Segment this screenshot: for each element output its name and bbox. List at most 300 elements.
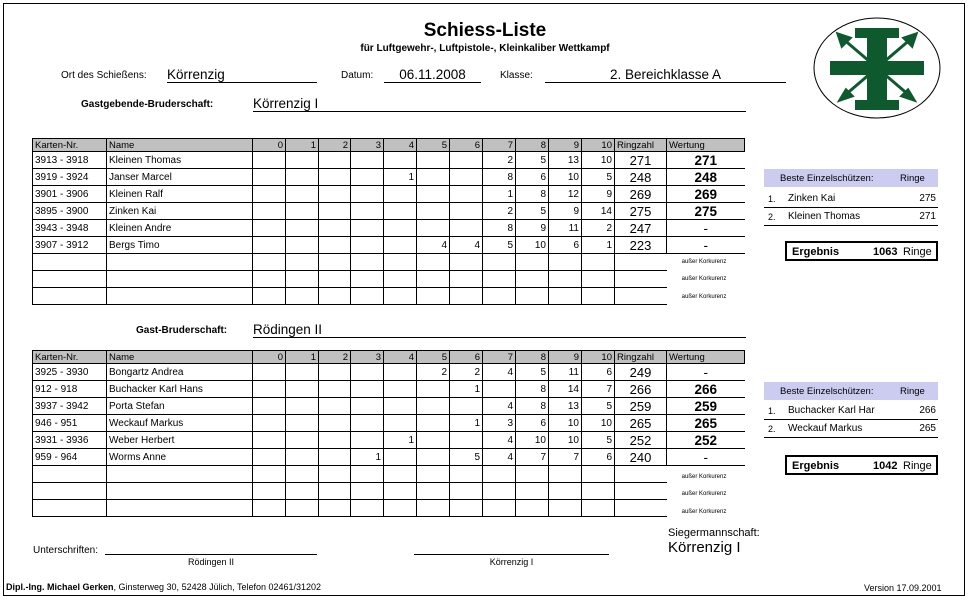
score-cell[interactable] (384, 381, 417, 398)
col-header-score: 3 (351, 351, 384, 364)
score-cell[interactable] (450, 220, 483, 237)
team1-ergebnis-value: 1063 (873, 246, 898, 258)
score-cell[interactable]: 4 (417, 237, 450, 254)
score-cell[interactable]: 5 (516, 152, 549, 169)
empty-cell[interactable] (549, 271, 582, 288)
score-cell[interactable] (417, 203, 450, 220)
karten-cell[interactable]: 912 - 918 (33, 381, 107, 398)
empty-cell[interactable] (516, 483, 549, 500)
score-cell[interactable] (351, 203, 384, 220)
score-cell[interactable] (384, 220, 417, 237)
team2-name-field[interactable]: Rödingen II (253, 322, 746, 338)
empty-cell[interactable] (549, 500, 582, 517)
score-cell[interactable]: 10 (549, 432, 582, 449)
empty-cell[interactable] (286, 271, 319, 288)
score-cell[interactable]: 9 (516, 220, 549, 237)
score-cell[interactable] (450, 432, 483, 449)
score-cell[interactable] (319, 203, 351, 220)
empty-cell[interactable] (549, 254, 582, 271)
signature-line-1[interactable] (105, 554, 317, 555)
score-cell[interactable] (417, 381, 450, 398)
score-cell[interactable] (384, 415, 417, 432)
best-label: Beste Einzelschützen: (780, 386, 874, 397)
score-cell[interactable] (384, 152, 417, 169)
empty-cell[interactable] (33, 500, 107, 517)
ringzahl-cell: 271 (615, 152, 667, 169)
footer-address: , Ginsterweg 30, 52428 Jülich, Telefon 02461/31202 (113, 582, 322, 592)
score-cell[interactable] (351, 432, 384, 449)
empty-cell[interactable] (417, 500, 450, 517)
score-cell[interactable] (319, 364, 351, 381)
team2-ergebnis-box (785, 455, 938, 475)
score-cell[interactable] (286, 186, 319, 203)
empty-cell[interactable] (483, 254, 516, 271)
empty-cell[interactable] (483, 466, 516, 483)
score-cell[interactable]: 2 (582, 220, 615, 237)
empty-cell[interactable] (33, 483, 107, 500)
score-cell[interactable]: 10 (582, 152, 615, 169)
score-cell[interactable]: 10 (549, 415, 582, 432)
score-cell[interactable]: 14 (549, 381, 582, 398)
score-cell[interactable]: 6 (549, 237, 582, 254)
score-cell[interactable]: 2 (417, 364, 450, 381)
score-cell[interactable]: 4 (483, 449, 516, 466)
best-name: Zinken Kai (788, 193, 836, 204)
name-cell[interactable]: Buchacker Karl Hans (107, 381, 253, 398)
empty-cell[interactable] (319, 500, 351, 517)
empty-cell[interactable] (450, 271, 483, 288)
score-cell[interactable] (319, 432, 351, 449)
score-cell[interactable] (483, 381, 516, 398)
empty-cell[interactable] (450, 500, 483, 517)
name-cell[interactable]: Porta Stefan (107, 398, 253, 415)
score-cell[interactable] (286, 415, 319, 432)
wertung-cell: 265 (667, 415, 745, 432)
empty-cell[interactable] (417, 483, 450, 500)
score-cell[interactable]: 8 (516, 398, 549, 415)
team1-best-row (764, 191, 938, 208)
score-cell[interactable] (351, 152, 384, 169)
empty-cell[interactable] (351, 254, 384, 271)
score-cell[interactable]: 13 (549, 152, 582, 169)
empty-cell[interactable] (417, 271, 450, 288)
score-cell[interactable] (450, 152, 483, 169)
empty-cell[interactable] (384, 288, 417, 305)
team1-ergebnis-box (785, 241, 938, 261)
empty-cell[interactable] (516, 466, 549, 483)
empty-row (33, 483, 745, 500)
empty-cell[interactable] (450, 466, 483, 483)
karten-cell[interactable]: 3931 - 3936 (33, 432, 107, 449)
score-cell[interactable]: 10 (582, 415, 615, 432)
col-header-score: 6 (450, 139, 483, 152)
score-cell[interactable] (253, 449, 286, 466)
score-cell[interactable] (450, 203, 483, 220)
empty-cell (615, 271, 667, 288)
score-cell[interactable] (417, 186, 450, 203)
name-cell[interactable]: Janser Marcel (107, 169, 253, 186)
empty-cell[interactable] (286, 483, 319, 500)
score-cell[interactable] (319, 220, 351, 237)
empty-cell[interactable] (582, 271, 615, 288)
empty-cell[interactable] (107, 466, 253, 483)
klasse-field[interactable]: 2. Bereichklasse A (545, 67, 786, 83)
score-cell[interactable] (450, 186, 483, 203)
empty-cell[interactable] (253, 271, 286, 288)
score-cell[interactable] (450, 169, 483, 186)
karten-cell[interactable]: 959 - 964 (33, 449, 107, 466)
team1-score-table (32, 138, 745, 305)
score-cell[interactable] (351, 415, 384, 432)
score-cell[interactable]: 5 (582, 398, 615, 415)
name-cell[interactable]: Kleinen Ralf (107, 186, 253, 203)
page-subtitle: für Luftgewehr-, Luftpistole-, Kleinkaliber Wettkampf (360, 43, 610, 54)
name-cell[interactable]: Kleinen Thomas (107, 152, 253, 169)
score-cell[interactable] (253, 169, 286, 186)
ergebnis-label: Ergebnis (792, 460, 840, 472)
score-cell[interactable]: 7 (582, 381, 615, 398)
empty-cell (615, 254, 667, 271)
table-header (33, 351, 745, 364)
score-cell[interactable]: 10 (549, 169, 582, 186)
score-cell[interactable]: 1 (582, 237, 615, 254)
karten-cell[interactable]: 3913 - 3918 (33, 152, 107, 169)
empty-cell (615, 288, 667, 305)
score-cell[interactable] (417, 449, 450, 466)
score-cell[interactable] (384, 449, 417, 466)
empty-cell[interactable] (450, 288, 483, 305)
score-cell[interactable]: 4 (483, 432, 516, 449)
score-cell[interactable]: 6 (516, 169, 549, 186)
ort-field[interactable]: Körrenzig (167, 67, 317, 83)
empty-cell[interactable] (253, 288, 286, 305)
score-cell[interactable] (417, 432, 450, 449)
empty-cell[interactable] (351, 271, 384, 288)
score-cell[interactable]: 5 (483, 237, 516, 254)
score-cell[interactable]: 4 (483, 364, 516, 381)
karten-cell[interactable]: 946 - 951 (33, 415, 107, 432)
signature-caption-2: Körrenzig I (489, 557, 534, 567)
karten-cell[interactable]: 3901 - 3906 (33, 186, 107, 203)
empty-cell[interactable] (253, 466, 286, 483)
empty-cell[interactable] (351, 466, 384, 483)
score-cell[interactable] (319, 398, 351, 415)
wertung-cell: 248 (667, 169, 745, 186)
score-cell[interactable] (319, 381, 351, 398)
empty-cell[interactable] (384, 500, 417, 517)
score-cell[interactable]: 5 (582, 169, 615, 186)
score-cell[interactable] (319, 449, 351, 466)
empty-cell[interactable] (450, 254, 483, 271)
empty-cell[interactable] (107, 483, 253, 500)
wertung-cell: 275 (667, 203, 745, 220)
best-rank: 2. (768, 424, 776, 434)
score-cell[interactable]: 14 (582, 203, 615, 220)
datum-label: Datum: (341, 70, 374, 81)
score-cell[interactable]: 1 (450, 415, 483, 432)
name-cell[interactable]: Weckauf Markus (107, 415, 253, 432)
empty-cell[interactable] (582, 483, 615, 500)
empty-cell[interactable] (516, 254, 549, 271)
empty-cell[interactable] (417, 466, 450, 483)
empty-cell[interactable] (417, 288, 450, 305)
empty-cell[interactable] (582, 288, 615, 305)
empty-row (33, 466, 745, 483)
score-cell[interactable]: 3 (483, 415, 516, 432)
table-row (33, 220, 745, 237)
score-cell[interactable] (253, 398, 286, 415)
col-header-karten: Karten-Nr. (33, 351, 107, 364)
score-cell[interactable] (351, 364, 384, 381)
score-cell[interactable] (351, 398, 384, 415)
score-cell[interactable] (417, 398, 450, 415)
karten-cell[interactable]: 3895 - 3900 (33, 203, 107, 220)
score-cell[interactable]: 9 (549, 203, 582, 220)
empty-row (33, 500, 745, 517)
score-cell[interactable] (319, 169, 351, 186)
score-cell[interactable]: 8 (516, 381, 549, 398)
score-cell[interactable]: 7 (549, 449, 582, 466)
score-cell[interactable]: 1 (483, 186, 516, 203)
empty-cell[interactable] (107, 500, 253, 517)
name-cell[interactable]: Weber Herbert (107, 432, 253, 449)
table-row (33, 415, 745, 432)
empty-cell[interactable] (351, 483, 384, 500)
empty-cell[interactable] (384, 271, 417, 288)
score-cell[interactable]: 6 (582, 449, 615, 466)
wertung-cell: 259 (667, 398, 745, 415)
empty-cell[interactable] (33, 254, 107, 271)
name-cell[interactable]: Bongartz Andrea (107, 364, 253, 381)
signature-line-2[interactable] (414, 554, 609, 555)
col-header-name: Name (107, 139, 253, 152)
score-cell[interactable]: 1 (450, 381, 483, 398)
empty-cell[interactable] (516, 288, 549, 305)
score-cell[interactable]: 4 (483, 398, 516, 415)
empty-cell[interactable] (549, 483, 582, 500)
empty-cell[interactable] (253, 254, 286, 271)
empty-cell[interactable] (319, 271, 351, 288)
karten-cell[interactable]: 3943 - 3948 (33, 220, 107, 237)
empty-cell[interactable] (516, 271, 549, 288)
col-header-ringzahl: Ringzahl (615, 351, 667, 364)
empty-cell[interactable] (107, 254, 253, 271)
score-cell[interactable]: 8 (483, 169, 516, 186)
col-header-wertung: Wertung (667, 351, 745, 364)
ausser-konkurrenz-note: außer Korkurenz (681, 276, 727, 282)
score-cell[interactable] (253, 152, 286, 169)
score-cell[interactable] (286, 432, 319, 449)
score-cell[interactable] (417, 152, 450, 169)
empty-row (33, 254, 745, 271)
team2-score-table (32, 350, 745, 517)
empty-cell[interactable] (33, 288, 107, 305)
score-cell[interactable] (286, 381, 319, 398)
score-cell[interactable] (417, 169, 450, 186)
version-label: Version 17.09.2001 (864, 583, 942, 593)
empty-cell[interactable] (516, 500, 549, 517)
score-cell[interactable] (384, 186, 417, 203)
score-cell[interactable] (319, 237, 351, 254)
empty-row (33, 288, 745, 305)
score-cell[interactable] (351, 186, 384, 203)
score-cell[interactable] (417, 220, 450, 237)
score-cell[interactable] (384, 364, 417, 381)
empty-cell[interactable] (351, 288, 384, 305)
score-cell[interactable] (286, 203, 319, 220)
score-cell[interactable] (351, 220, 384, 237)
score-cell[interactable]: 9 (582, 186, 615, 203)
empty-cell[interactable] (549, 288, 582, 305)
score-cell[interactable] (253, 203, 286, 220)
score-cell[interactable]: 8 (483, 220, 516, 237)
empty-cell[interactable] (417, 254, 450, 271)
best-ringe: 275 (919, 193, 936, 204)
score-cell[interactable]: 5 (516, 203, 549, 220)
ringzahl-cell: 248 (615, 169, 667, 186)
empty-cell[interactable] (286, 500, 319, 517)
best-rank: 1. (768, 194, 776, 204)
name-cell[interactable]: Kleinen Andre (107, 220, 253, 237)
score-cell[interactable]: 11 (549, 220, 582, 237)
col-header-score: 1 (286, 351, 319, 364)
name-cell[interactable]: Bergs Timo (107, 237, 253, 254)
empty-cell[interactable] (286, 254, 319, 271)
best-ringe: 265 (919, 423, 936, 434)
score-cell[interactable]: 2 (483, 203, 516, 220)
col-header-score: 10 (582, 139, 615, 152)
table-row (33, 398, 745, 415)
score-cell[interactable] (319, 152, 351, 169)
empty-cell[interactable] (351, 500, 384, 517)
score-cell[interactable] (253, 415, 286, 432)
score-cell[interactable]: 2 (450, 364, 483, 381)
empty-cell (615, 500, 667, 517)
empty-cell[interactable] (253, 483, 286, 500)
table-header (33, 139, 745, 152)
empty-cell[interactable] (483, 500, 516, 517)
team1-name-field[interactable]: Körrenzig I (253, 96, 746, 112)
ringzahl-cell: 275 (615, 203, 667, 220)
empty-cell[interactable] (286, 288, 319, 305)
empty-cell[interactable] (483, 483, 516, 500)
empty-cell[interactable] (582, 254, 615, 271)
page-title: Schiess-Liste (423, 20, 547, 41)
score-cell[interactable]: 5 (582, 432, 615, 449)
table-row (33, 449, 745, 466)
score-cell[interactable] (417, 415, 450, 432)
score-cell[interactable] (253, 364, 286, 381)
empty-cell[interactable] (384, 483, 417, 500)
empty-cell[interactable] (450, 483, 483, 500)
karten-cell[interactable]: 3919 - 3924 (33, 169, 107, 186)
score-cell[interactable] (351, 381, 384, 398)
col-header-score: 0 (253, 139, 286, 152)
score-cell[interactable]: 1 (351, 449, 384, 466)
empty-cell[interactable] (107, 288, 253, 305)
score-cell[interactable] (384, 203, 417, 220)
col-header-score: 4 (384, 139, 417, 152)
score-cell[interactable] (351, 237, 384, 254)
empty-cell[interactable] (582, 500, 615, 517)
score-cell[interactable]: 1 (384, 432, 417, 449)
empty-cell[interactable] (483, 271, 516, 288)
score-cell[interactable] (286, 152, 319, 169)
score-cell[interactable] (319, 415, 351, 432)
score-cell[interactable] (286, 449, 319, 466)
score-cell[interactable] (319, 186, 351, 203)
datum-field[interactable]: 06.11.2008 (384, 67, 481, 83)
karten-cell[interactable]: 3925 - 3930 (33, 364, 107, 381)
empty-cell[interactable] (319, 483, 351, 500)
score-cell[interactable]: 5 (450, 449, 483, 466)
score-cell[interactable] (253, 220, 286, 237)
score-cell[interactable] (253, 237, 286, 254)
score-cell[interactable]: 5 (516, 364, 549, 381)
col-header-karten: Karten-Nr. (33, 139, 107, 152)
score-cell[interactable]: 8 (516, 186, 549, 203)
score-cell[interactable] (286, 220, 319, 237)
best-name: Kleinen Thomas (788, 211, 861, 222)
col-header-score: 4 (384, 351, 417, 364)
empty-cell[interactable] (33, 271, 107, 288)
name-cell[interactable]: Zinken Kai (107, 203, 253, 220)
score-cell[interactable] (253, 381, 286, 398)
empty-cell[interactable] (582, 466, 615, 483)
score-cell[interactable] (450, 398, 483, 415)
empty-cell[interactable] (483, 288, 516, 305)
score-cell[interactable]: 4 (450, 237, 483, 254)
empty-cell[interactable] (286, 466, 319, 483)
score-cell[interactable]: 6 (516, 415, 549, 432)
score-cell[interactable] (286, 364, 319, 381)
name-cell[interactable]: Worms Anne (107, 449, 253, 466)
score-cell[interactable]: 2 (483, 152, 516, 169)
empty-cell[interactable] (319, 254, 351, 271)
empty-cell[interactable] (107, 271, 253, 288)
score-cell[interactable] (384, 237, 417, 254)
score-cell[interactable]: 10 (516, 237, 549, 254)
score-cell[interactable]: 10 (516, 432, 549, 449)
empty-cell (615, 483, 667, 500)
empty-cell[interactable] (319, 466, 351, 483)
karten-cell[interactable]: 3907 - 3912 (33, 237, 107, 254)
wertung-cell: 252 (667, 432, 745, 449)
score-cell[interactable] (286, 398, 319, 415)
score-cell[interactable]: 7 (516, 449, 549, 466)
score-cell[interactable]: 13 (549, 398, 582, 415)
score-cell[interactable] (253, 186, 286, 203)
score-cell[interactable]: 6 (582, 364, 615, 381)
score-cell[interactable] (286, 237, 319, 254)
empty-cell[interactable] (384, 466, 417, 483)
score-cell[interactable]: 11 (549, 364, 582, 381)
score-cell[interactable] (351, 169, 384, 186)
ausser-konkurrenz-note: außer Korkurenz (681, 294, 727, 300)
empty-cell[interactable] (549, 466, 582, 483)
score-cell[interactable] (384, 398, 417, 415)
empty-cell[interactable] (384, 254, 417, 271)
empty-cell[interactable] (253, 500, 286, 517)
score-cell[interactable]: 1 (384, 169, 417, 186)
score-cell[interactable] (253, 432, 286, 449)
empty-cell[interactable] (33, 466, 107, 483)
score-cell[interactable]: 12 (549, 186, 582, 203)
karten-cell[interactable]: 3937 - 3942 (33, 398, 107, 415)
score-cell[interactable] (286, 169, 319, 186)
empty-cell[interactable] (319, 288, 351, 305)
wertung-cell: - (667, 220, 745, 237)
